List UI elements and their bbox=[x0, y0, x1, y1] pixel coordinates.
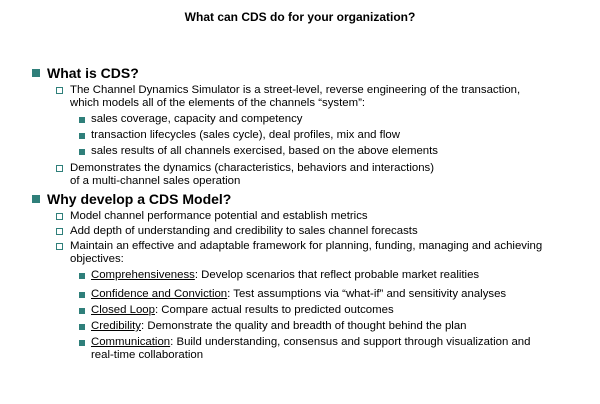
slide-title: What can CDS do for your organization? bbox=[184, 10, 416, 24]
square-bullet-icon bbox=[32, 195, 40, 203]
filled-square-bullet-icon bbox=[79, 308, 85, 314]
sub-list-item-text: transaction lifecycles (sales cycle), deal profiles, mix and flow bbox=[91, 129, 400, 141]
hollow-square-bullet-icon bbox=[56, 87, 63, 94]
square-bullet-icon bbox=[32, 69, 40, 77]
sub-list-item-continued: real-time collaboration bbox=[91, 349, 204, 361]
list-item-text: Maintain an effective and adaptable framework for planning, funding, managing and achieving bbox=[70, 240, 543, 252]
filled-square-bullet-icon bbox=[79, 273, 85, 279]
sub-list-item-text: sales results of all channels exercised, based on the above elements bbox=[91, 145, 438, 157]
hollow-square-bullet-icon bbox=[56, 228, 63, 235]
term-description: : Compare actual results to predicted outcomes bbox=[154, 304, 394, 316]
section-heading-why-develop: Why develop a CDS Model? bbox=[47, 191, 232, 207]
list-item-text-continued: objectives: bbox=[70, 253, 124, 265]
filled-square-bullet-icon bbox=[79, 324, 85, 330]
hollow-square-bullet-icon bbox=[56, 165, 63, 172]
term-description: : Demonstrate the quality and breadth of thought behind the plan bbox=[141, 320, 467, 332]
sub-list-item bbox=[91, 269, 479, 282]
sub-list-item bbox=[91, 320, 467, 333]
term-label: Credibility bbox=[91, 320, 142, 332]
term-label: Confidence and Conviction bbox=[91, 288, 228, 300]
filled-square-bullet-icon bbox=[79, 340, 85, 346]
term-description: : Build understanding, consensus and support through visualization and bbox=[170, 336, 531, 348]
list-item-text-continued: of a multi-channel sales operation bbox=[70, 175, 241, 187]
filled-square-bullet-icon bbox=[79, 292, 85, 298]
term-description: : Develop scenarios that reflect probable market realities bbox=[194, 269, 480, 281]
list-item-text: The Channel Dynamics Simulator is a street-level, reverse engineering of the transaction, bbox=[70, 84, 521, 96]
list-item-text: Demonstrates the dynamics (characteristics, behaviors and interactions) bbox=[70, 162, 435, 174]
sub-list-item bbox=[91, 288, 506, 301]
section-heading-what-is-cds: What is CDS? bbox=[47, 65, 139, 81]
filled-square-bullet-icon bbox=[79, 117, 85, 123]
sub-list-item bbox=[91, 304, 394, 317]
list-item-text: Model channel performance potential and establish metrics bbox=[70, 210, 368, 222]
hollow-square-bullet-icon bbox=[56, 243, 63, 250]
list-item-text: Add depth of understanding and credibility to sales channel forecasts bbox=[70, 225, 418, 237]
sub-list-item bbox=[91, 336, 530, 349]
hollow-square-bullet-icon bbox=[56, 213, 63, 220]
term-label: Closed Loop bbox=[91, 304, 155, 316]
term-label: Comprehensiveness bbox=[91, 269, 195, 281]
term-description: : Test assumptions via “what-if” and sensitivity analyses bbox=[227, 288, 507, 300]
sub-list-item-text: sales coverage, capacity and competency bbox=[91, 113, 303, 125]
filled-square-bullet-icon bbox=[79, 149, 85, 155]
filled-square-bullet-icon bbox=[79, 133, 85, 139]
term-label: Communication bbox=[91, 336, 171, 348]
list-item-text-continued: which models all of the elements of the channels “system”: bbox=[70, 97, 366, 109]
